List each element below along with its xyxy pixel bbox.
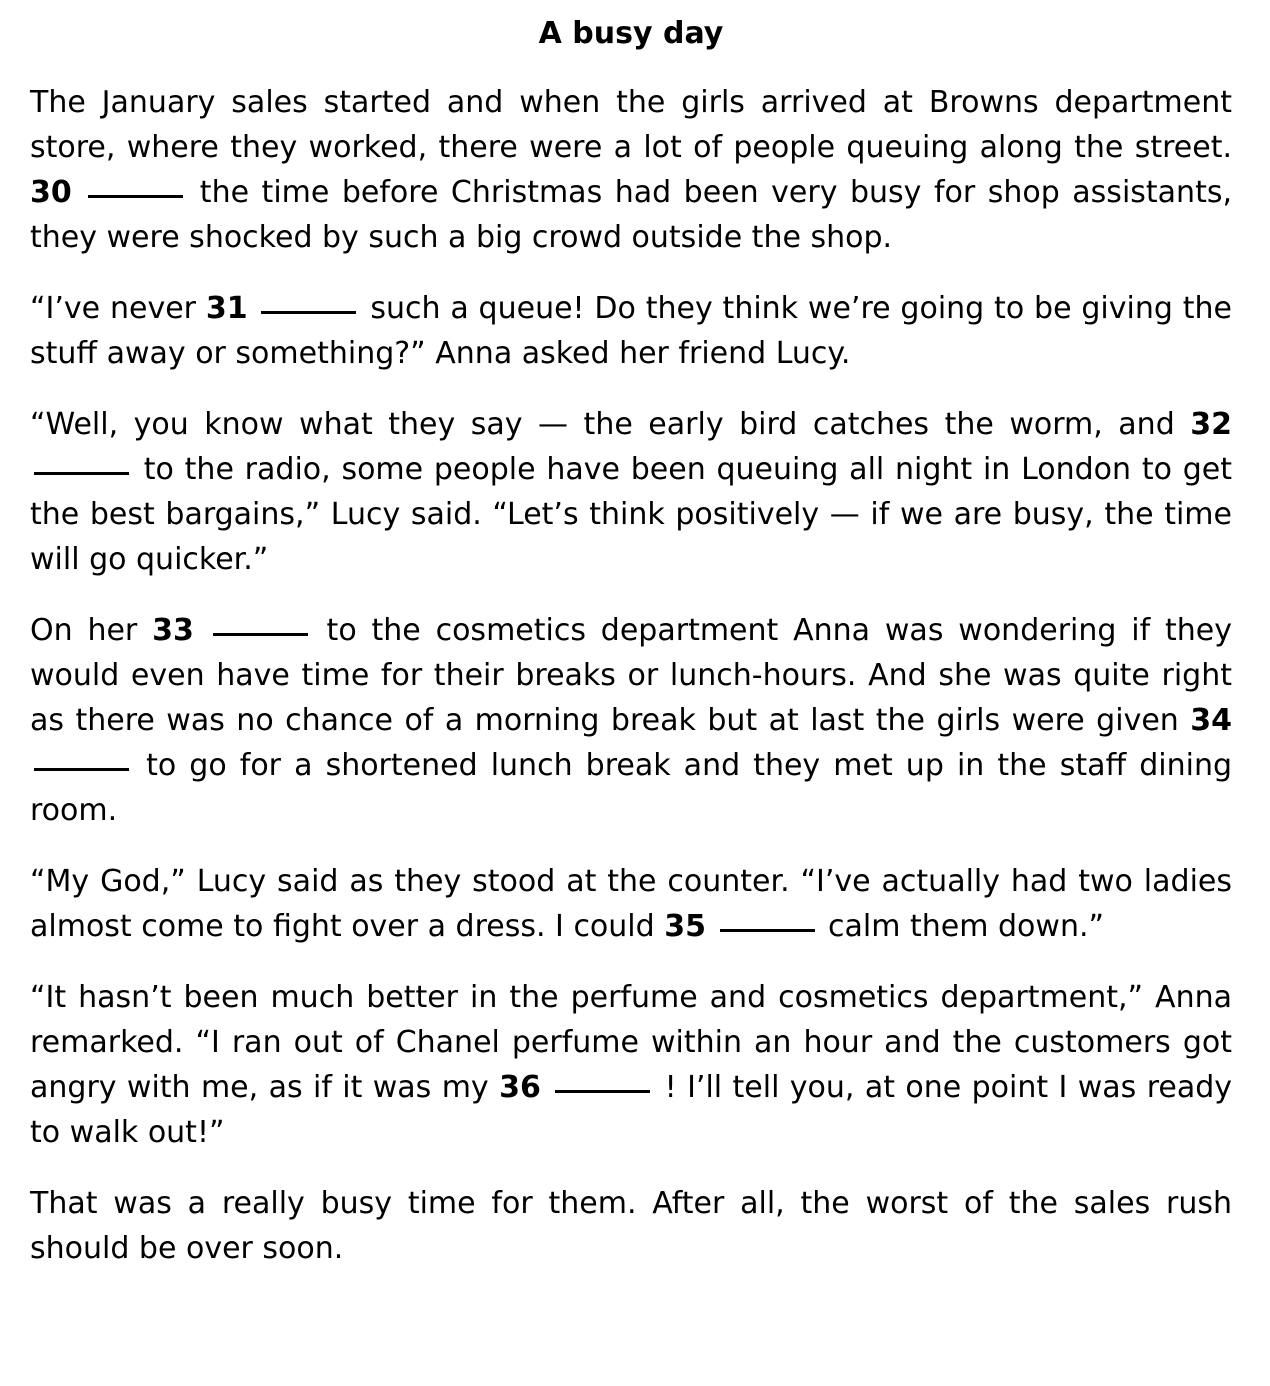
paragraph xyxy=(30,286,1232,376)
document-body xyxy=(30,80,1232,1271)
paragraph-text: “I’ve never xyxy=(30,291,206,326)
paragraph xyxy=(30,975,1232,1155)
paragraph-text: to the cosmetics department Anna was wondering if they would even have time for their breaks or lunch-hours. And she was quite right as there was no chance of a morning break but at last the girls were given xyxy=(30,613,1232,738)
question-number: 35 xyxy=(664,909,706,944)
question-number: 36 xyxy=(499,1070,541,1105)
page-title: A busy day xyxy=(538,16,724,51)
paragraph xyxy=(30,1181,1232,1271)
answer-blank[interactable] xyxy=(34,472,129,475)
question-number: 34 xyxy=(1190,703,1232,738)
paragraph xyxy=(30,608,1232,833)
paragraph xyxy=(30,80,1232,260)
paragraph-text: calm them down.” xyxy=(818,909,1105,944)
paragraph xyxy=(30,402,1232,582)
paragraph-text: ! I’ll tell you, at one point I was ready to walk out!” xyxy=(30,1070,1233,1150)
question-number: 31 xyxy=(205,291,248,326)
paragraph-text: The January sales started and when the girls arrived at Browns department store, where they worked, there were a lot of people queuing along the street. xyxy=(30,85,1232,165)
answer-blank[interactable] xyxy=(261,311,356,314)
question-number: 32 xyxy=(1190,407,1232,442)
paragraph xyxy=(30,859,1232,949)
answer-blank[interactable] xyxy=(720,929,815,932)
paragraph-text: to go for a shortened lunch break and they met up in the staff dining room. xyxy=(30,748,1232,828)
paragraph-text: “Well, you know what they say — the early bird catches the worm, and xyxy=(30,407,1191,442)
paragraph-text: the time before Christmas had been very busy for shop assistants, they were shocked by such a big crowd outside the shop. xyxy=(30,175,1232,255)
answer-blank[interactable] xyxy=(34,768,129,771)
paragraph-text: On her xyxy=(30,613,153,648)
paragraph-text: such a queue! Do they think we’re going to be giving the stuff away or something?” Anna asked her friend Lucy. xyxy=(30,291,1232,371)
answer-blank[interactable] xyxy=(213,633,308,636)
answer-blank[interactable] xyxy=(88,195,183,198)
answer-blank[interactable] xyxy=(555,1090,650,1093)
paragraph-text: “It hasn’t been much better in the perfume and cosmetics department,” Anna remarked. “I ran out of Chanel perfume within an hour and the customers got angry with me, as if it was my xyxy=(30,980,1232,1105)
paragraph-text: to the radio, some people have been queuing all night in London to get the best bargains,” Lucy said. “Let’s think positively — if we are busy, the time will go quicker.” xyxy=(30,452,1232,577)
question-number: 30 xyxy=(30,175,72,210)
paragraph-text: That was a really busy time for them. After all, the worst of the sales rush should be over soon. xyxy=(30,1186,1232,1266)
paragraph-text: “My God,” Lucy said as they stood at the counter. “I’ve actually had two ladies almost come to fight over a dress. I could xyxy=(30,864,1232,944)
question-number: 33 xyxy=(152,613,194,648)
